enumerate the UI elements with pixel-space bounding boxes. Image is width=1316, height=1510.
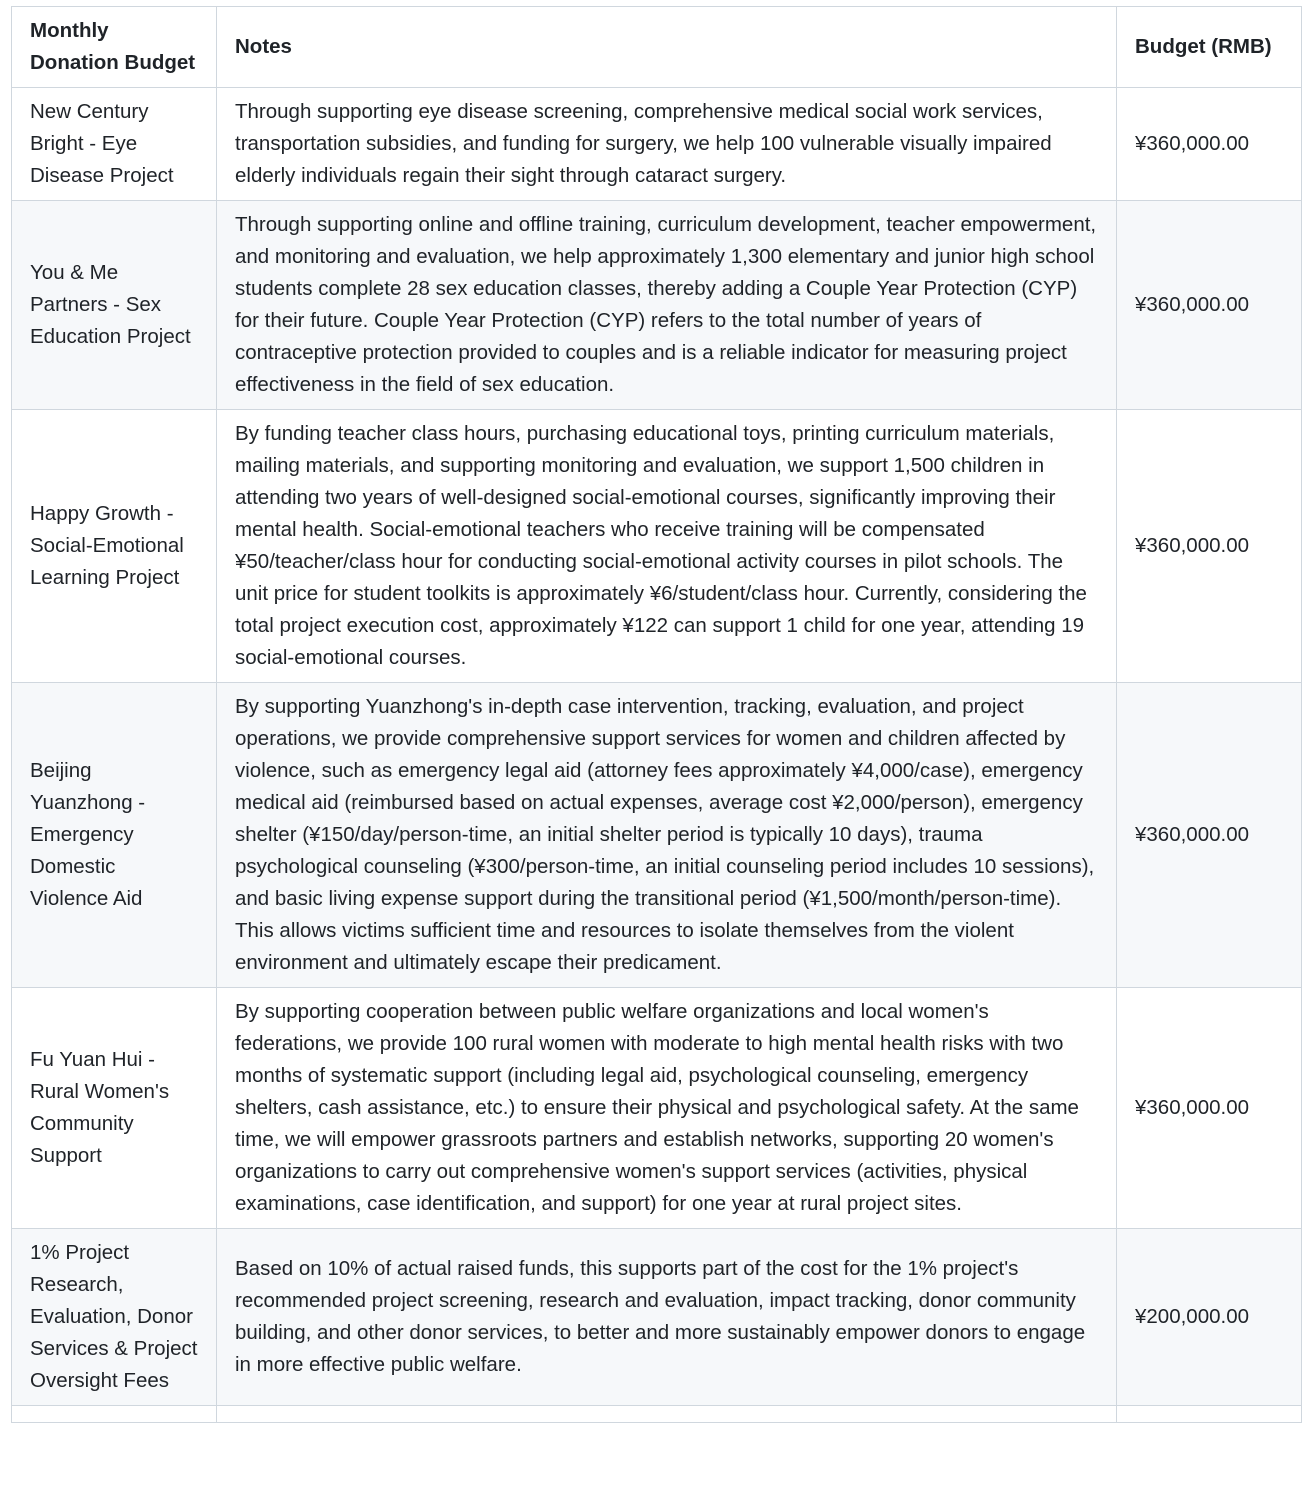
- budget-cell: ¥360,000.00: [1117, 988, 1302, 1229]
- budget-cell: ¥360,000.00: [1117, 88, 1302, 201]
- budget-cell: ¥360,000.00: [1117, 683, 1302, 988]
- header-row: [12, 7, 1302, 88]
- table-row: [12, 1229, 1302, 1406]
- project-cell: Fu Yuan Hui - Rural Women's Community Support: [12, 988, 217, 1229]
- notes-cell: By supporting Yuanzhong's in-depth case intervention, tracking, evaluation, and project operations, we provide comprehensive support services for women and children affected by violence, such as emergency legal aid (attorney fees approximately ¥4,000/case), emergency medical aid (reimbursed based on actual expenses, average cost ¥2,000/person), emergency shelter (¥150/day/person-time, an initial shelter period is typically 10 days), trauma psychological counseling (¥300/person-time, an initial counseling period includes 10 sessions), and basic living expense support during the transitional period (¥1,500/month/person-time). This allows victims sufficient time and resources to isolate themselves from the violent environment and ultimately escape their predicament.: [217, 683, 1117, 988]
- budget-table-container: [11, 6, 1301, 1423]
- project-cell: Happy Growth - Social-Emotional Learning Project: [12, 410, 217, 683]
- project-cell: 1% Project Research, Evaluation, Donor Services & Project Oversight Fees: [12, 1229, 217, 1406]
- notes-cell: By funding teacher class hours, purchasing educational toys, printing curriculum materials, mailing materials, and supporting monitoring and evaluation, we support 1,500 children in attending two years of well-designed social-emotional courses, significantly improving their mental health. Social-emotional teachers who receive training will be compensated ¥50/teacher/class hour for conducting social-emotional activity courses in pilot schools. The unit price for student toolkits is approximately ¥6/student/class hour. Currently, considering the total project execution cost, approximately ¥122 can support 1 child for one year, attending 19 social-emotional courses.: [217, 410, 1117, 683]
- header-budget: Budget (RMB): [1117, 7, 1302, 88]
- budget-cell: ¥360,000.00: [1117, 410, 1302, 683]
- header-notes: Notes: [217, 7, 1117, 88]
- project-cell: New Century Bright - Eye Disease Project: [12, 88, 217, 201]
- budget-cell: [1117, 1406, 1302, 1423]
- project-cell: You & Me Partners - Sex Education Project: [12, 201, 217, 410]
- table-row: [12, 683, 1302, 988]
- notes-cell: By supporting cooperation between public welfare organizations and local women's federations, we provide 100 rural women with moderate to high mental health risks with two months of systematic support (including legal aid, psychological counseling, emergency shelters, cash assistance, etc.) to ensure their physical and psychological safety. At the same time, we will empower grassroots partners and establish networks, supporting 20 women's organizations to carry out comprehensive women's support services (activities, physical examinations, case identification, and support) for one year at rural project sites.: [217, 988, 1117, 1229]
- budget-cell: ¥200,000.00: [1117, 1229, 1302, 1406]
- table-row: [12, 1406, 1302, 1423]
- notes-cell: Through supporting eye disease screening, comprehensive medical social work services, transportation subsidies, and funding for surgery, we help 100 vulnerable visually impaired elderly individuals regain their sight through cataract surgery.: [217, 88, 1117, 201]
- header-project: Monthly Donation Budget: [12, 7, 217, 88]
- notes-cell: Based on 10% of actual raised funds, this supports part of the cost for the 1% project's recommended project screening, research and evaluation, impact tracking, donor community building, and other donor services, to better and more sustainably empower donors to engage in more effective public welfare.: [217, 1229, 1117, 1406]
- table-row: [12, 201, 1302, 410]
- notes-cell: Through supporting online and offline training, curriculum development, teacher empowerment, and monitoring and evaluation, we help approximately 1,300 elementary and junior high school students complete 28 sex education classes, thereby adding a Couple Year Protection (CYP) for their future. Couple Year Protection (CYP) refers to the total number of years of contraceptive protection provided to couples and is a reliable indicator for measuring project effectiveness in the field of sex education.: [217, 201, 1117, 410]
- project-cell: [12, 1406, 217, 1423]
- budget-cell: ¥360,000.00: [1117, 201, 1302, 410]
- table-row: [12, 988, 1302, 1229]
- table-row: [12, 410, 1302, 683]
- project-cell: Beijing Yuanzhong - Emergency Domestic Violence Aid: [12, 683, 217, 988]
- budget-table: [11, 6, 1302, 1423]
- table-row: [12, 88, 1302, 201]
- table-body: [12, 88, 1302, 1423]
- table-header: [12, 7, 1302, 88]
- notes-cell: [217, 1406, 1117, 1423]
